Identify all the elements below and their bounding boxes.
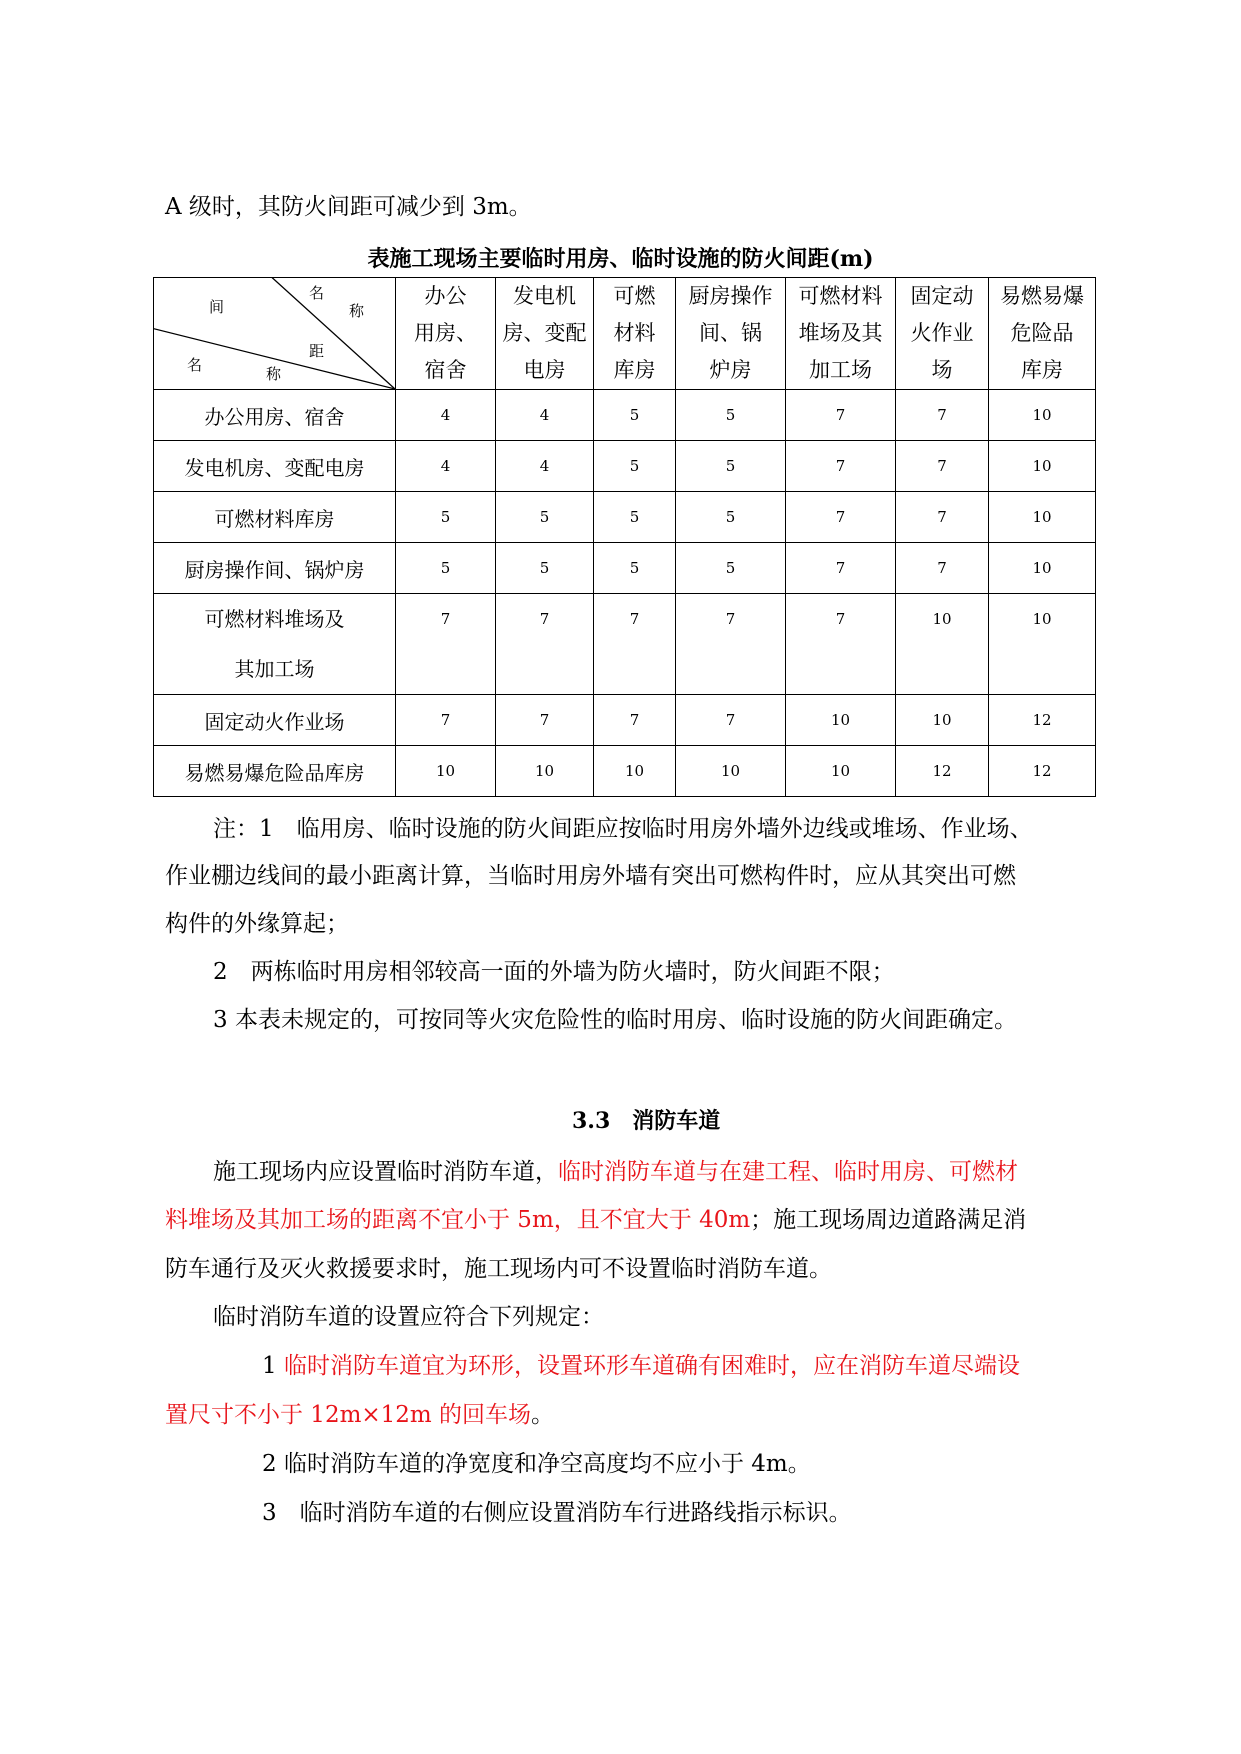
table-cell: 7 — [396, 695, 496, 746]
table-cell: 4 — [396, 441, 496, 492]
table-row — [154, 746, 1096, 797]
table-cell: 7 — [396, 594, 496, 695]
table-cell: 10 — [396, 746, 496, 797]
corner-top-c: 称 — [349, 302, 365, 320]
corner-bot-c: 距 — [309, 342, 325, 360]
paragraph-1-line-2: 料堆场及其加工场的距离不宜小于 5m，且不宜大于 40m；施工现场周边道路满足消 — [165, 1207, 1027, 1233]
table-cell: 7 — [786, 543, 896, 594]
table-cell: 5 — [676, 441, 786, 492]
item-2: 2 临时消防车道的净宽度和净空高度均不应小于 4m。 — [262, 1451, 811, 1477]
column-header: 办公 用房、 宿舍 — [396, 278, 496, 390]
row-label: 可燃材料堆场及 其加工场 — [154, 594, 396, 695]
table-cell: 10 — [989, 543, 1096, 594]
table-cell: 7 — [786, 594, 896, 695]
table-cell: 5 — [594, 543, 676, 594]
table-cell: 12 — [989, 695, 1096, 746]
table-cell: 10 — [676, 746, 786, 797]
table-cell: 7 — [786, 492, 896, 543]
table-row — [154, 492, 1096, 543]
note-3: 3 本表未规定的，可按同等火灾危险性的临时用房、临时设施的防火间距确定。 — [213, 1007, 1017, 1033]
table-row — [154, 390, 1096, 441]
table-cell: 10 — [896, 695, 989, 746]
note-1-line-2: 作业棚边线间的最小距离计算，当临时用房外墙有突出可燃构件时，应从其突出可燃 — [165, 863, 1016, 889]
table-cell: 10 — [989, 492, 1096, 543]
table-row — [154, 441, 1096, 492]
table-cell: 10 — [786, 695, 896, 746]
table-cell: 7 — [676, 594, 786, 695]
corner-bot-b: 称 — [266, 365, 282, 383]
table-cell: 5 — [676, 543, 786, 594]
item-1-line-2: 置尺寸不小于 12m×12m 的回车场。 — [165, 1402, 555, 1428]
table-cell: 12 — [989, 746, 1096, 797]
table-cell: 7 — [676, 695, 786, 746]
table-cell: 5 — [396, 543, 496, 594]
note-1-line-3: 构件的外缘算起； — [165, 911, 349, 937]
row-label: 厨房操作间、锅炉房 — [154, 543, 396, 594]
table-cell: 7 — [496, 594, 594, 695]
column-header: 可燃材料 堆场及其 加工场 — [786, 278, 896, 390]
item-3: 3 临时消防车道的右侧应设置消防车行进路线指示标识。 — [262, 1500, 852, 1526]
row-label: 发电机房、变配电房 — [154, 441, 396, 492]
fire-distance-table — [153, 277, 1096, 797]
table-cell: 7 — [594, 695, 676, 746]
table-row — [154, 594, 1096, 695]
table-cell: 7 — [896, 390, 989, 441]
table-cell: 7 — [896, 441, 989, 492]
row-label: 办公用房、宿舍 — [154, 390, 396, 441]
table-cell: 5 — [396, 492, 496, 543]
paragraph-1-line-1: 施工现场内应设置临时消防车道，临时消防车道与在建工程、临时用房、可燃材 — [213, 1159, 1018, 1185]
corner-top-b: 名 — [309, 284, 325, 302]
note-2: 2 两栋临时用房相邻较高一面的外墙为防火墙时，防火间距不限； — [213, 959, 895, 985]
section-heading: 3.3 消防车道 — [572, 1108, 721, 1134]
table-cell: 5 — [496, 543, 594, 594]
table-cell: 5 — [594, 441, 676, 492]
row-label: 固定动火作业场 — [154, 695, 396, 746]
corner-bot-a: 名 — [187, 356, 203, 374]
table-cell: 7 — [896, 492, 989, 543]
table-cell: 10 — [989, 390, 1096, 441]
table-cell: 5 — [676, 390, 786, 441]
column-header: 易燃易爆 危险品 库房 — [989, 278, 1096, 390]
table-cell: 10 — [989, 441, 1096, 492]
paragraph-2: 临时消防车道的设置应符合下列规定： — [213, 1304, 604, 1330]
table-cell: 5 — [676, 492, 786, 543]
table-cell: 4 — [496, 441, 594, 492]
table-cell: 12 — [896, 746, 989, 797]
table-row — [154, 543, 1096, 594]
table-cell: 4 — [396, 390, 496, 441]
table-cell: 5 — [594, 492, 676, 543]
column-header: 厨房操作 间、锅 炉房 — [676, 278, 786, 390]
item-1-line-1: 1 临时消防车道宜为环形，设置环形车道确有困难时，应在消防车道尽端设 — [262, 1353, 1020, 1379]
table-row — [154, 695, 1096, 746]
note-1-line-1: 注：1 临用房、临时设施的防火间距应按临时用房外墙外边线或堆场、作业场、 — [213, 816, 1033, 842]
table-cell: 7 — [496, 695, 594, 746]
row-label: 可燃材料库房 — [154, 492, 396, 543]
corner-cell — [154, 278, 396, 390]
paragraph-1-line-3: 防车通行及灭火救援要求时，施工现场内可不设置临时消防车道。 — [165, 1256, 832, 1282]
table-cell: 7 — [786, 441, 896, 492]
corner-top-a: 间 — [209, 298, 225, 316]
column-header: 可燃 材料 库房 — [594, 278, 676, 390]
table-cell: 7 — [594, 594, 676, 695]
table-cell: 5 — [496, 492, 594, 543]
table-cell: 7 — [786, 390, 896, 441]
table-cell: 7 — [896, 543, 989, 594]
table-cell: 10 — [896, 594, 989, 695]
table-cell: 4 — [496, 390, 594, 441]
table-cell: 10 — [496, 746, 594, 797]
table-cell: 5 — [594, 390, 676, 441]
table-cell: 10 — [786, 746, 896, 797]
column-header: 固定动 火作业 场 — [896, 278, 989, 390]
row-label: 易燃易爆危险品库房 — [154, 746, 396, 797]
table-cell: 10 — [989, 594, 1096, 695]
table-title: 表施工现场主要临时用房、临时设施的防火间距(m) — [367, 246, 874, 272]
intro-line: A 级时，其防火间距可减少到 3m。 — [165, 194, 532, 220]
table-cell: 10 — [594, 746, 676, 797]
column-header: 发电机 房、变配 电房 — [496, 278, 594, 390]
